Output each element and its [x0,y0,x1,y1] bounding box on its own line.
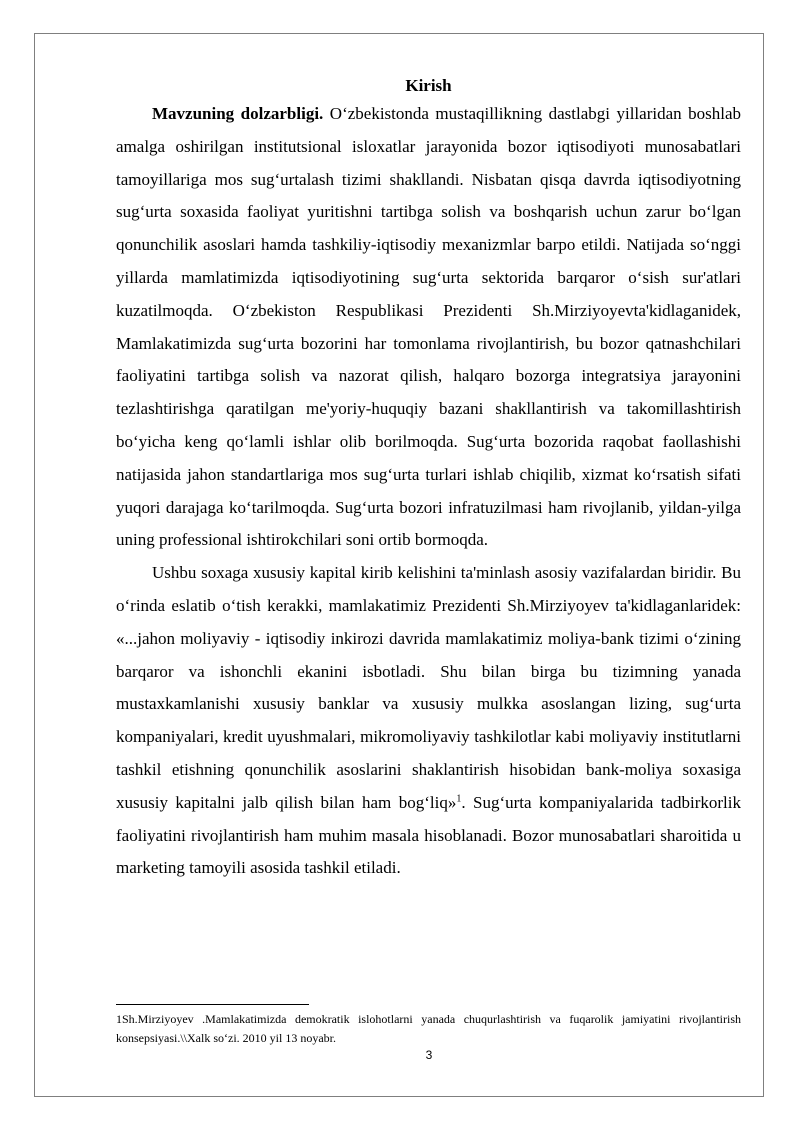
footnote [116,1010,741,1048]
paragraph-lead: Mavzuning dolzarbligi. [152,104,324,123]
document-title: Kirish [405,76,452,95]
paragraph-relevance [116,98,741,557]
paragraph-relevance-text: O‘zbekistonda mustaqillikning dastlabgi yillaridan boshlab amalga oshirilgan institutsional isloxatlar jarayonida bozor iqtisodiyoti munosabatlari tamoyillariga mos sug‘urtalash tizimi shakllandi. Nisbatan qisqa davrda iqtisodiyotning sug‘urta soxasida faoliyat yuritishni tartibga solish va boshqarish uchun zarur bo‘lgan qonunchilik asoslari hamda tashkiliy-iqtisodiy mexanizmlar barpo etildi. Natijada so‘nggi yillarda mamlatimizda iqtisodiyotining sug‘urta sektorida barqaror o‘sish sur'atlari kuzatilmoqda. O‘zbekiston Respublikasi Prezidenti Sh.Mirziyoyevta'kidlaganidek, Mamlakatimizda sug‘urta bozorini har tomonlama rivojlantirish, bu bozor qatnashchilari faoliyatini tartibga solish va nazorat qilish, halqaro bozorga integratsiya jarayonini tezlashtirishga qaratilgan me'yoriy-huquqiy bazani shakllantirish va takomillashtirish bo‘yicha keng qo‘lamli ishlar olib borilmoqda. Sug‘urta bozorida raqobat faollashishi natijasida jahon standartlariga mos sug‘urta turlari ishlab chiqilib, xizmat ko‘rsatish sifati yuqori darajaga ko‘tarilmoqda. Sug‘urta bozori infratuzilmasi ham rivojlanib, yildan-yilga uning professional ishtirokchilari soni ortib bormoqda. [116,104,741,550]
paragraph-quote-text: Ushbu soxaga xususiy kapital kirib kelishini ta'minlash asosiy vazifalardan biridir. Bu o‘rinda eslatib o‘tish kerakki, mamlakatimiz Prezidenti Sh.Mirziyoyev ta'kidlaganlaridek: «...jahon moliyaviy - iqtisodiy inkirozi davrida mamlakatimiz moliya-bank tizimi o‘zining barqaror va ishonchli ekanini isbotladi. Shu bilan birga bu tizimning yanada mustaxkamlanishi xususiy banklar va xususiy mulkka asoslangan lizing, sug‘urta kompaniyalari, kredit uyushmalari, mikromoliyaviy tashkilotlar kabi moliyaviy institutlarni tashkil etishning qonunchilik asoslarini shaklantirish hisobidan bank-moliya soxasiga xususiy kapitalni jalb qilish bilan ham bog‘liq» [116,563,741,812]
footnote-separator [116,1004,309,1005]
page-number: 3 [425,1048,433,1062]
footnote-text: 1Sh.Mirziyoyev .Mamlakatimizda demokratik islohotlarni yanada chuqurlashtirish va fuqarolik jamiyatini rivojlantirish konsepsiyasi.\\Xalk so‘zi. 2010 yil 13 noyabr. [116,1012,741,1045]
document-body [116,74,741,885]
footnote-reference[interactable]: 1 [456,793,462,805]
paragraph-private-capital [116,557,741,885]
paragraph-closing-text: . Sug‘urta kompaniyalarida tadbirkorlik faoliyatini rivojlantirish ham muhim masala hisoblanadi. Bozor munosabatlari sharoitida u marketing tamoyili asosida tashkil etiladi. [116,792,741,878]
